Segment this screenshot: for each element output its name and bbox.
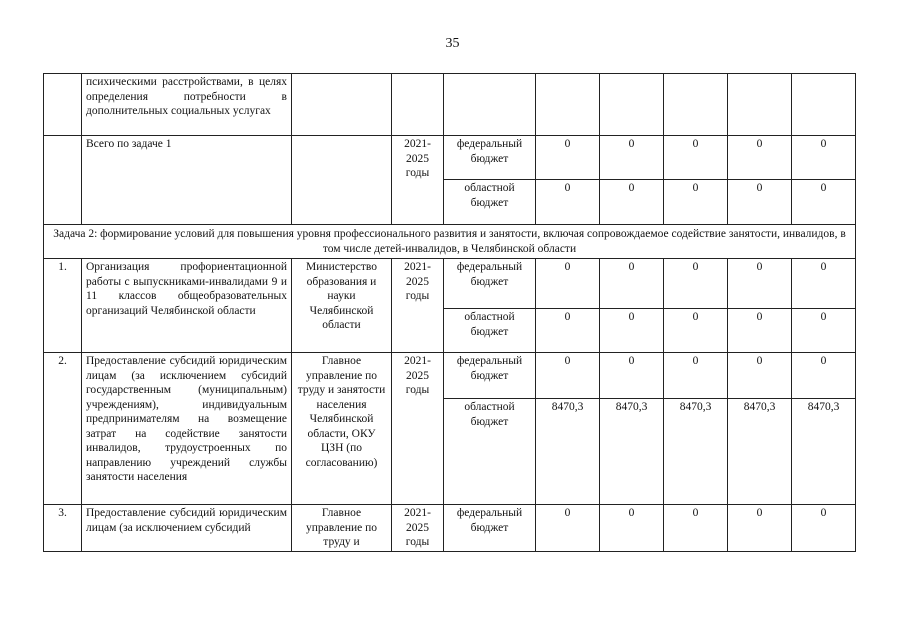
table-row xyxy=(44,353,856,399)
value-cell: 0 xyxy=(600,259,664,309)
value-cell: 0 xyxy=(792,353,856,399)
table-row xyxy=(44,74,856,136)
value-cell: 0 xyxy=(728,136,792,180)
row-name: Организация профориентационной работы с выпускниками-инвалидами 9 и 11 классов общеобразовательных организаций Челябинской области xyxy=(82,259,292,353)
table-row xyxy=(44,505,856,552)
row-name: Всего по задаче 1 xyxy=(82,136,292,225)
value-cell: 0 xyxy=(600,309,664,353)
value-cell: 0 xyxy=(536,353,600,399)
value-cell: 0 xyxy=(728,309,792,353)
value-cell: 0 xyxy=(664,505,728,552)
value-cell: 0 xyxy=(664,353,728,399)
value-cell: 0 xyxy=(664,180,728,225)
value-cell: 0 xyxy=(536,309,600,353)
value-cell: 8470,3 xyxy=(792,399,856,505)
table-row xyxy=(44,136,856,180)
budget-source: федеральный бюджет xyxy=(444,136,536,180)
value-cell: 0 xyxy=(536,180,600,225)
value-cell: 8470,3 xyxy=(536,399,600,505)
period: 2021-2025 годы xyxy=(392,505,444,552)
executor: Главное управление по труду и занятости населения Челябинской области, ОКУ ЦЗН (по согласованию) xyxy=(292,353,392,505)
value-cell: 0 xyxy=(600,180,664,225)
program-table xyxy=(43,73,856,552)
item-number: 2. xyxy=(44,353,82,505)
value-cell: 0 xyxy=(600,505,664,552)
executor: Министерство образования и науки Челябинской области xyxy=(292,259,392,353)
value-cell: 0 xyxy=(664,136,728,180)
table-row xyxy=(44,259,856,309)
value-cell: 0 xyxy=(536,505,600,552)
row-name: Предоставление субсидий юридическим лицам (за исключением субсидий государственным (муниципальным) учреждениям), индивидуальным предпринимателям на возмещение затрат на содействие занятости инвалидов, трудоустроенных по направлению учреждений службы занятости населения xyxy=(82,353,292,505)
row-name: психическими расстройствами, в целях определения потребности в дополнительных социальных услугах xyxy=(82,74,292,136)
value-cell: 8470,3 xyxy=(728,399,792,505)
item-number: 3. xyxy=(44,505,82,552)
budget-source: областной бюджет xyxy=(444,180,536,225)
value-cell: 0 xyxy=(728,353,792,399)
period: 2021-2025 годы xyxy=(392,259,444,353)
period: 2021-2025 годы xyxy=(392,353,444,505)
budget-source: областной бюджет xyxy=(444,399,536,505)
value-cell: 0 xyxy=(728,505,792,552)
value-cell: 0 xyxy=(600,136,664,180)
budget-source: федеральный бюджет xyxy=(444,353,536,399)
period: 2021-2025 годы xyxy=(392,136,444,225)
budget-source: областной бюджет xyxy=(444,309,536,353)
budget-source: федеральный бюджет xyxy=(444,259,536,309)
value-cell: 0 xyxy=(536,259,600,309)
value-cell: 0 xyxy=(664,259,728,309)
page-number: 35 xyxy=(445,36,460,51)
item-number: 1. xyxy=(44,259,82,353)
value-cell: 0 xyxy=(792,259,856,309)
value-cell: 0 xyxy=(792,505,856,552)
value-cell: 8470,3 xyxy=(600,399,664,505)
executor: Главное управление по труду и xyxy=(292,505,392,552)
value-cell: 0 xyxy=(792,180,856,225)
value-cell: 0 xyxy=(664,309,728,353)
value-cell: 0 xyxy=(728,259,792,309)
value-cell: 0 xyxy=(728,180,792,225)
task-heading: Задача 2: формирование условий для повышения уровня профессионального развития и занятости, включая сопровождаемое содействие занятости, инвалидов, в том числе детей-инвалидов, в Челябинской области xyxy=(44,225,856,259)
row-name: Предоставление субсидий юридическим лицам (за исключением субсидий xyxy=(82,505,292,552)
table-row xyxy=(44,225,856,259)
value-cell: 8470,3 xyxy=(664,399,728,505)
value-cell: 0 xyxy=(792,309,856,353)
value-cell: 0 xyxy=(600,353,664,399)
value-cell: 0 xyxy=(792,136,856,180)
value-cell: 0 xyxy=(536,136,600,180)
budget-source: федеральный бюджет xyxy=(444,505,536,552)
